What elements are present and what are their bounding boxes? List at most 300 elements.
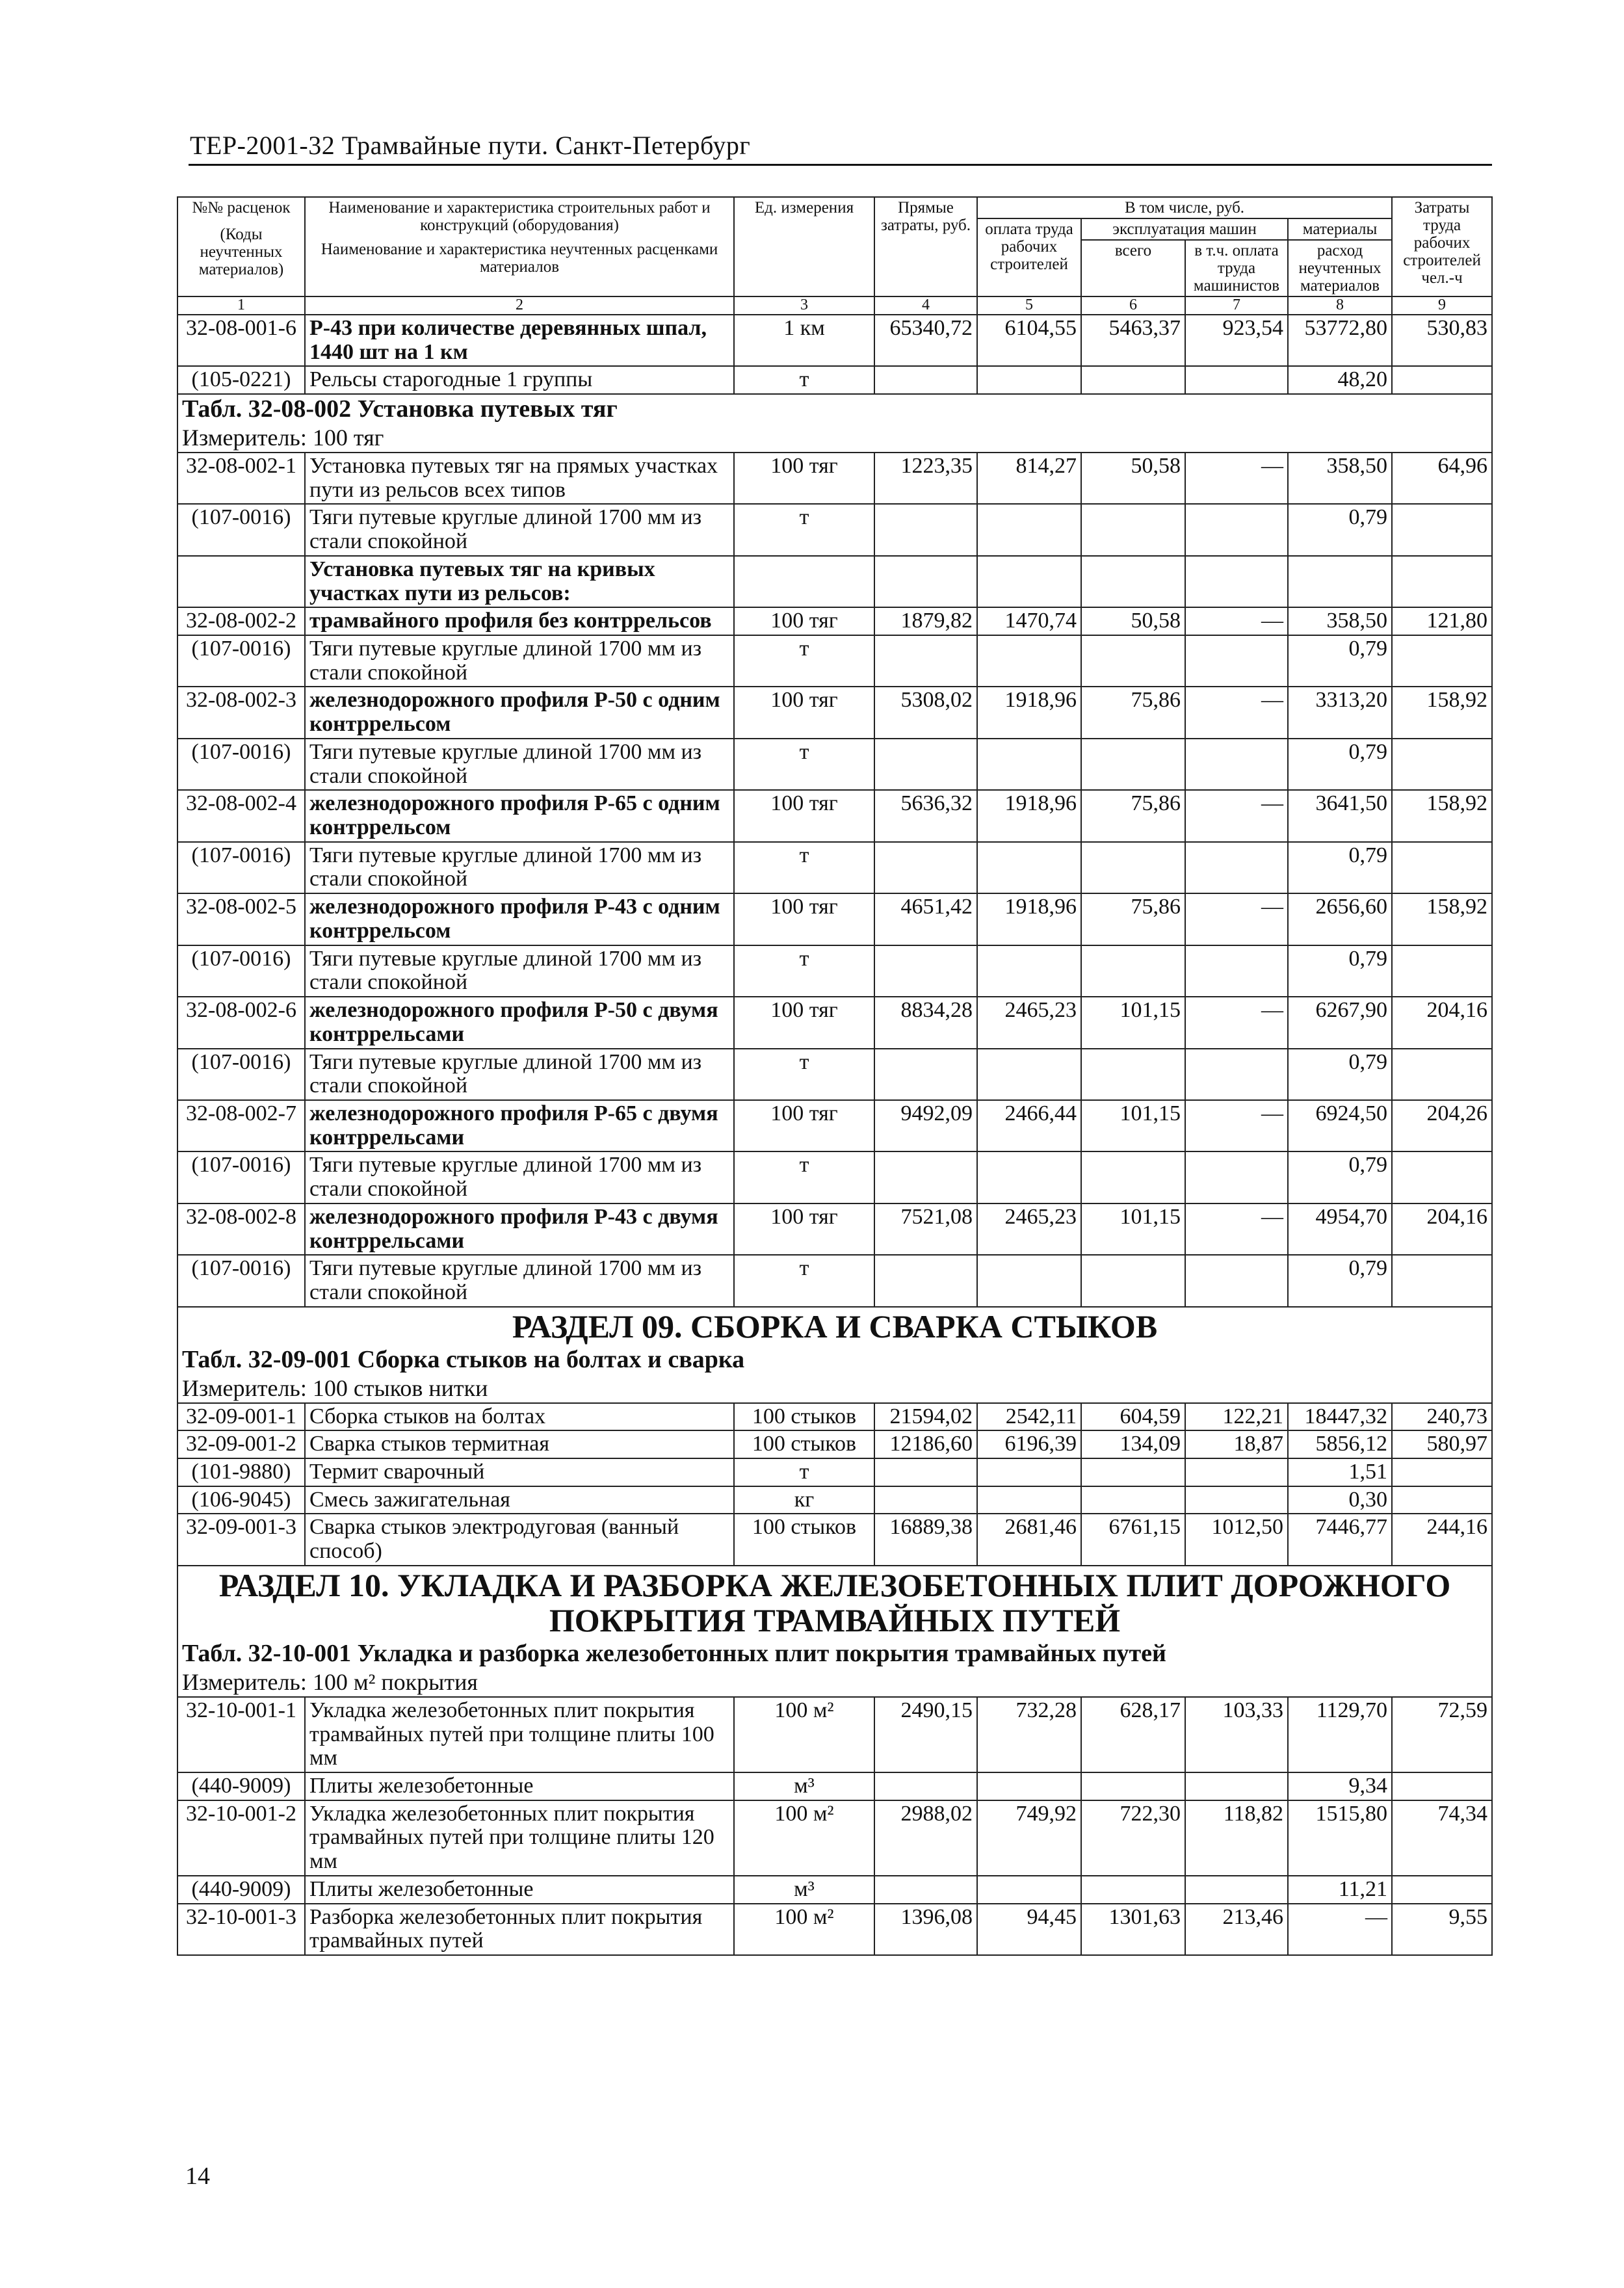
col-num: 4: [874, 296, 977, 315]
rates-table: [177, 196, 1493, 1956]
section-heading: [177, 1566, 1492, 1639]
rate-code: (105-0221): [177, 366, 305, 394]
unit-cell: 1 км: [734, 315, 874, 366]
machine-cost: [1081, 1876, 1185, 1904]
table-row: [177, 453, 1492, 504]
labor-cost: [1392, 945, 1492, 997]
worker-pay: 2681,46: [977, 1514, 1081, 1565]
labor-cost: [1392, 635, 1492, 687]
materials-cost: 0,79: [1288, 1255, 1392, 1306]
direct-cost: 2490,15: [874, 1697, 977, 1772]
unit-cell: т: [734, 1255, 874, 1306]
page-header: ТЕР-2001-32 Трамвайные пути. Санкт-Петербург: [190, 131, 751, 160]
machine-cost: [1081, 556, 1185, 607]
worker-pay: 1918,96: [977, 687, 1081, 738]
direct-cost: 5308,02: [874, 687, 977, 738]
table-row: [177, 1255, 1492, 1306]
materials-cost: 0,79: [1288, 739, 1392, 790]
col-materials-header: материалы: [1288, 218, 1392, 240]
labor-cost: 72,59: [1392, 1697, 1492, 1772]
rate-code: 32-08-002-1: [177, 453, 305, 504]
materials-cost: 1129,70: [1288, 1697, 1392, 1772]
operator-pay: 118,82: [1185, 1800, 1288, 1876]
labor-cost: 121,80: [1392, 607, 1492, 635]
unit-cell: т: [734, 1458, 874, 1486]
work-name: Сборка стыков на болтах: [305, 1403, 734, 1431]
work-name: Тяги путевые круглые длиной 1700 мм из стали спокойной: [305, 945, 734, 997]
work-name: Укладка железобетонных плит покрытия трамвайных путей при толщине плиты 100 мм: [305, 1697, 734, 1772]
machine-cost: [1081, 842, 1185, 893]
work-name: Установка путевых тяг на кривых участках пути из рельсов:: [305, 556, 734, 607]
table-caption-text: Табл. 32-08-002 Установка путевых тяг: [177, 394, 1492, 424]
table-row: [177, 790, 1492, 841]
table-row: [177, 366, 1492, 394]
machine-cost: [1081, 1772, 1185, 1800]
labor-cost: [1392, 504, 1492, 555]
materials-cost: 3641,50: [1288, 790, 1392, 841]
unit-cell: 100 тяг: [734, 687, 874, 738]
rate-code: (107-0016): [177, 504, 305, 555]
work-name: Р-43 при количестве деревянных шпал, 1440 шт на 1 км: [305, 315, 734, 366]
col-num: 6: [1081, 296, 1185, 315]
direct-cost: 12186,60: [874, 1430, 977, 1458]
machine-cost: 628,17: [1081, 1697, 1185, 1772]
worker-pay: [977, 739, 1081, 790]
worker-pay: [977, 1876, 1081, 1904]
operator-pay: —: [1185, 790, 1288, 841]
table-measure-unit: [177, 424, 1492, 453]
worker-pay: [977, 1772, 1081, 1800]
direct-cost: 2988,02: [874, 1800, 977, 1876]
operator-pay: —: [1185, 453, 1288, 504]
col-num: 5: [977, 296, 1081, 315]
unit-cell: 100 тяг: [734, 1100, 874, 1151]
table-caption: [177, 1639, 1492, 1668]
table-row: [177, 1800, 1492, 1876]
materials-cost: 4954,70: [1288, 1203, 1392, 1255]
materials-cost: 1,51: [1288, 1458, 1392, 1486]
unit-cell: т: [734, 945, 874, 997]
operator-pay: [1185, 635, 1288, 687]
col-num: 7: [1185, 296, 1288, 315]
work-name: Тяги путевые круглые длиной 1700 мм из стали спокойной: [305, 1049, 734, 1100]
materials-cost: 3313,20: [1288, 687, 1392, 738]
rate-code: 32-08-002-6: [177, 997, 305, 1048]
direct-cost: [874, 1255, 977, 1306]
operator-pay: 213,46: [1185, 1904, 1288, 1955]
direct-cost: [874, 945, 977, 997]
direct-cost: [874, 504, 977, 555]
machine-cost: [1081, 1049, 1185, 1100]
col-mat-use-header: расход неучтенных материалов: [1288, 240, 1392, 296]
rate-code: (107-0016): [177, 1255, 305, 1306]
labor-cost: 580,97: [1392, 1430, 1492, 1458]
operator-pay: [1185, 1772, 1288, 1800]
direct-cost: [874, 1458, 977, 1486]
unit-cell: 100 стыков: [734, 1403, 874, 1431]
labor-cost: 240,73: [1392, 1403, 1492, 1431]
table-measure-unit: [177, 1374, 1492, 1403]
materials-cost: —: [1288, 1904, 1392, 1955]
machine-cost: 5463,37: [1081, 315, 1185, 366]
table-measure-unit-text: Измеритель: 100 стыков нитки: [177, 1374, 1492, 1403]
direct-cost: [874, 1876, 977, 1904]
rate-code: (107-0016): [177, 842, 305, 893]
work-name: Разборка железобетонных плит покрытия трамвайных путей: [305, 1904, 734, 1955]
rate-code: 32-08-002-7: [177, 1100, 305, 1151]
machine-cost: 50,58: [1081, 607, 1185, 635]
materials-cost: 2656,60: [1288, 893, 1392, 945]
table-row: [177, 687, 1492, 738]
materials-cost: 18447,32: [1288, 1403, 1392, 1431]
labor-cost: [1392, 556, 1492, 607]
work-name: Тяги путевые круглые длиной 1700 мм из стали спокойной: [305, 842, 734, 893]
materials-cost: 0,79: [1288, 945, 1392, 997]
worker-pay: [977, 1255, 1081, 1306]
materials-cost: 6924,50: [1288, 1100, 1392, 1151]
rate-code: (101-9880): [177, 1458, 305, 1486]
table-row: [177, 842, 1492, 893]
unit-cell: т: [734, 1151, 874, 1203]
rate-code: 32-08-002-5: [177, 893, 305, 945]
operator-pay: [1185, 366, 1288, 394]
rate-code: (107-0016): [177, 945, 305, 997]
labor-cost: 74,34: [1392, 1800, 1492, 1876]
machine-cost: [1081, 366, 1185, 394]
machine-cost: [1081, 504, 1185, 555]
unit-cell: 100 м²: [734, 1800, 874, 1876]
worker-pay: [977, 945, 1081, 997]
header-rule: [189, 164, 1492, 166]
direct-cost: 65340,72: [874, 315, 977, 366]
rate-code: [177, 556, 305, 607]
machine-cost: 6761,15: [1081, 1514, 1185, 1565]
rate-code: 32-10-001-1: [177, 1697, 305, 1772]
machine-cost: [1081, 739, 1185, 790]
labor-cost: 204,26: [1392, 1100, 1492, 1151]
unit-cell: т: [734, 366, 874, 394]
rate-code: 32-08-001-6: [177, 315, 305, 366]
machine-cost: 101,15: [1081, 1100, 1185, 1151]
col-labor-header: Затраты труда рабочих строителей чел.-ч: [1392, 197, 1492, 296]
table-row: [177, 1486, 1492, 1514]
work-name: Тяги путевые круглые длиной 1700 мм из стали спокойной: [305, 739, 734, 790]
work-name: Смесь зажигательная: [305, 1486, 734, 1514]
unit-cell: т: [734, 635, 874, 687]
direct-cost: [874, 842, 977, 893]
worker-pay: 2465,23: [977, 997, 1081, 1048]
labor-cost: 204,16: [1392, 1203, 1492, 1255]
rate-code: (440-9009): [177, 1876, 305, 1904]
worker-pay: [977, 635, 1081, 687]
col-num: 9: [1392, 296, 1492, 315]
operator-pay: [1185, 1876, 1288, 1904]
work-name: Установка путевых тяг на прямых участках пути из рельсов всех типов: [305, 453, 734, 504]
work-name: Сварка стыков термитная: [305, 1430, 734, 1458]
worker-pay: 732,28: [977, 1697, 1081, 1772]
worker-pay: 1470,74: [977, 607, 1081, 635]
materials-cost: [1288, 556, 1392, 607]
work-name: железнодорожного профиля Р-50 с одним контррельсом: [305, 687, 734, 738]
unit-cell: т: [734, 504, 874, 555]
direct-cost: 16889,38: [874, 1514, 977, 1565]
labor-cost: 204,16: [1392, 997, 1492, 1048]
operator-pay: [1185, 1049, 1288, 1100]
rate-code: (106-9045): [177, 1486, 305, 1514]
col-pay-header: оплата труда рабочих строителей: [977, 218, 1081, 296]
operator-pay: 923,54: [1185, 315, 1288, 366]
worker-pay: 1918,96: [977, 893, 1081, 945]
machine-cost: [1081, 635, 1185, 687]
direct-cost: 1879,82: [874, 607, 977, 635]
table-caption-text: Табл. 32-10-001 Укладка и разборка железобетонных плит покрытия трамвайных путей: [177, 1639, 1492, 1668]
materials-cost: 0,79: [1288, 1049, 1392, 1100]
operator-pay: [1185, 1458, 1288, 1486]
worker-pay: 2466,44: [977, 1100, 1081, 1151]
unit-cell: 100 тяг: [734, 607, 874, 635]
worker-pay: 749,92: [977, 1800, 1081, 1876]
worker-pay: 94,45: [977, 1904, 1081, 1955]
operator-pay: —: [1185, 893, 1288, 945]
work-name: Термит сварочный: [305, 1458, 734, 1486]
rate-code: 32-08-002-4: [177, 790, 305, 841]
operator-pay: —: [1185, 997, 1288, 1048]
table-measure-unit: [177, 1668, 1492, 1697]
rate-code: 32-10-001-2: [177, 1800, 305, 1876]
materials-cost: 48,20: [1288, 366, 1392, 394]
table-caption: [177, 1345, 1492, 1374]
materials-cost: 0,79: [1288, 842, 1392, 893]
unit-cell: м³: [734, 1876, 874, 1904]
table-body: [177, 315, 1492, 1955]
materials-cost: 53772,80: [1288, 315, 1392, 366]
page-number: 14: [185, 2163, 210, 2190]
table-row: [177, 1876, 1492, 1904]
worker-pay: [977, 1458, 1081, 1486]
materials-cost: 6267,90: [1288, 997, 1392, 1048]
table-row: [177, 945, 1492, 997]
work-name: Сварка стыков электродуговая (ванный способ): [305, 1514, 734, 1565]
section-heading-text: РАЗДЕЛ 10. УКЛАДКА И РАЗБОРКА ЖЕЛЕЗОБЕТОННЫХ ПЛИТ ДОРОЖНОГО ПОКРЫТИЯ ТРАМВАЙНЫХ ПУТЕЙ: [177, 1566, 1492, 1639]
col-incl-header: В том числе, руб.: [977, 197, 1392, 218]
work-name: Тяги путевые круглые длиной 1700 мм из стали спокойной: [305, 635, 734, 687]
machine-cost: [1081, 1486, 1185, 1514]
rate-code: 32-08-002-8: [177, 1203, 305, 1255]
table-row: [177, 1514, 1492, 1565]
operator-pay: [1185, 842, 1288, 893]
labor-cost: 530,83: [1392, 315, 1492, 366]
machine-cost: 134,09: [1081, 1430, 1185, 1458]
table-row: [177, 1430, 1492, 1458]
work-name: Укладка железобетонных плит покрытия трамвайных путей при толщине плиты 120 мм: [305, 1800, 734, 1876]
materials-cost: 9,34: [1288, 1772, 1392, 1800]
unit-cell: кг: [734, 1486, 874, 1514]
rate-code: 32-08-002-2: [177, 607, 305, 635]
operator-pay: 1012,50: [1185, 1514, 1288, 1565]
operator-pay: [1185, 504, 1288, 555]
direct-cost: 8834,28: [874, 997, 977, 1048]
section-heading: [177, 1307, 1492, 1345]
operator-pay: 18,87: [1185, 1430, 1288, 1458]
table-row: [177, 1100, 1492, 1151]
work-name: железнодорожного профиля Р-65 с одним контррельсом: [305, 790, 734, 841]
worker-pay: [977, 366, 1081, 394]
machine-cost: 722,30: [1081, 1800, 1185, 1876]
col-num: 2: [305, 296, 734, 315]
labor-cost: [1392, 1458, 1492, 1486]
direct-cost: [874, 556, 977, 607]
direct-cost: [874, 635, 977, 687]
unit-cell: м³: [734, 1772, 874, 1800]
table-row: [177, 1403, 1492, 1431]
materials-cost: 5856,12: [1288, 1430, 1392, 1458]
labor-cost: [1392, 1876, 1492, 1904]
unit-cell: 100 тяг: [734, 893, 874, 945]
labor-cost: [1392, 739, 1492, 790]
table-caption: [177, 394, 1492, 424]
worker-pay: 814,27: [977, 453, 1081, 504]
labor-cost: 244,16: [1392, 1514, 1492, 1565]
unit-cell: 100 тяг: [734, 790, 874, 841]
labor-cost: [1392, 1486, 1492, 1514]
labor-cost: 9,55: [1392, 1904, 1492, 1955]
table-row: [177, 1904, 1492, 1955]
unit-cell: 100 тяг: [734, 1203, 874, 1255]
worker-pay: [977, 1151, 1081, 1203]
worker-pay: 6104,55: [977, 315, 1081, 366]
labor-cost: 64,96: [1392, 453, 1492, 504]
machine-cost: 50,58: [1081, 453, 1185, 504]
operator-pay: [1185, 1151, 1288, 1203]
direct-cost: 7521,08: [874, 1203, 977, 1255]
rate-code: (107-0016): [177, 635, 305, 687]
direct-cost: [874, 739, 977, 790]
operator-pay: [1185, 1486, 1288, 1514]
work-name: Рельсы старогодные 1 группы: [305, 366, 734, 394]
unit-cell: 100 м²: [734, 1904, 874, 1955]
work-name: железнодорожного профиля Р-43 с одним контррельсом: [305, 893, 734, 945]
direct-cost: 1223,35: [874, 453, 977, 504]
work-name: трамвайного профиля без контррельсов: [305, 607, 734, 635]
materials-cost: 0,30: [1288, 1486, 1392, 1514]
direct-cost: [874, 1486, 977, 1514]
machine-cost: [1081, 945, 1185, 997]
machine-cost: [1081, 1151, 1185, 1203]
table-caption-text: Табл. 32-09-001 Сборка стыков на болтах и сварка: [177, 1345, 1492, 1374]
machine-cost: 1301,63: [1081, 1904, 1185, 1955]
materials-cost: 11,21: [1288, 1876, 1392, 1904]
machine-cost: [1081, 1458, 1185, 1486]
machine-cost: 101,15: [1081, 997, 1185, 1048]
unit-cell: т: [734, 739, 874, 790]
machine-cost: 604,59: [1081, 1403, 1185, 1431]
table-row: [177, 893, 1492, 945]
col-direct-header: Прямые затраты, руб.: [874, 197, 977, 296]
labor-cost: [1392, 842, 1492, 893]
table-row: [177, 556, 1492, 607]
operator-pay: [1185, 556, 1288, 607]
operator-pay: —: [1185, 607, 1288, 635]
machine-cost: 75,86: [1081, 893, 1185, 945]
direct-cost: 1396,08: [874, 1904, 977, 1955]
unit-cell: т: [734, 1049, 874, 1100]
labor-cost: [1392, 1772, 1492, 1800]
worker-pay: 6196,39: [977, 1430, 1081, 1458]
col-num: 1: [177, 296, 305, 315]
work-name: Тяги путевые круглые длиной 1700 мм из стали спокойной: [305, 1151, 734, 1203]
direct-cost: [874, 1049, 977, 1100]
table-row: [177, 1151, 1492, 1203]
rate-code: 32-08-002-3: [177, 687, 305, 738]
col-name-header: Наименование и характеристика строительных работ и конструкций (оборудования) Наименование и характеристика неучтенных расценками материалов: [305, 197, 734, 296]
machine-cost: 75,86: [1081, 687, 1185, 738]
direct-cost: [874, 1151, 977, 1203]
rate-code: 32-09-001-1: [177, 1403, 305, 1431]
materials-cost: 7446,77: [1288, 1514, 1392, 1565]
unit-cell: 100 тяг: [734, 997, 874, 1048]
table-row: [177, 315, 1492, 366]
table-row: [177, 739, 1492, 790]
col-unit-header: Ед. измерения: [734, 197, 874, 296]
materials-cost: 0,79: [1288, 635, 1392, 687]
col-num: 8: [1288, 296, 1392, 315]
operator-pay: [1185, 739, 1288, 790]
section-heading-text: РАЗДЕЛ 09. СБОРКА И СВАРКА СТЫКОВ: [177, 1307, 1492, 1345]
machine-cost: [1081, 1255, 1185, 1306]
labor-cost: 158,92: [1392, 790, 1492, 841]
rate-code: (107-0016): [177, 739, 305, 790]
work-name: Плиты железобетонные: [305, 1772, 734, 1800]
unit-cell: 100 стыков: [734, 1430, 874, 1458]
direct-cost: 21594,02: [874, 1403, 977, 1431]
direct-cost: 5636,32: [874, 790, 977, 841]
labor-cost: 158,92: [1392, 687, 1492, 738]
materials-cost: 0,79: [1288, 1151, 1392, 1203]
table-measure-unit-text: Измеритель: 100 м² покрытия: [177, 1668, 1492, 1697]
worker-pay: 2465,23: [977, 1203, 1081, 1255]
rate-code: 32-09-001-3: [177, 1514, 305, 1565]
direct-cost: 9492,09: [874, 1100, 977, 1151]
work-name: железнодорожного профиля Р-43 с двумя контррельсами: [305, 1203, 734, 1255]
operator-pay: —: [1185, 1100, 1288, 1151]
materials-cost: 0,79: [1288, 504, 1392, 555]
operator-pay: 122,21: [1185, 1403, 1288, 1431]
table-row: [177, 635, 1492, 687]
worker-pay: 1918,96: [977, 790, 1081, 841]
worker-pay: [977, 842, 1081, 893]
table-row: [177, 607, 1492, 635]
rate-code: (107-0016): [177, 1151, 305, 1203]
table-row: [177, 504, 1492, 555]
table-row: [177, 1049, 1492, 1100]
labor-cost: [1392, 1049, 1492, 1100]
machine-cost: 101,15: [1081, 1203, 1185, 1255]
work-name: Тяги путевые круглые длиной 1700 мм из стали спокойной: [305, 1255, 734, 1306]
work-name: железнодорожного профиля Р-50 с двумя контррельсами: [305, 997, 734, 1048]
table-row: [177, 1697, 1492, 1772]
labor-cost: 158,92: [1392, 893, 1492, 945]
table-row: [177, 997, 1492, 1048]
labor-cost: [1392, 366, 1492, 394]
unit-cell: 100 стыков: [734, 1514, 874, 1565]
operator-pay: [1185, 945, 1288, 997]
col-mach-total-header: всего: [1081, 240, 1185, 296]
table-row: [177, 1458, 1492, 1486]
unit-cell: 100 м²: [734, 1697, 874, 1772]
operator-pay: [1185, 1255, 1288, 1306]
table-row: [177, 1203, 1492, 1255]
col-mach-pay-header: в т.ч. оплата труда машинистов: [1185, 240, 1288, 296]
